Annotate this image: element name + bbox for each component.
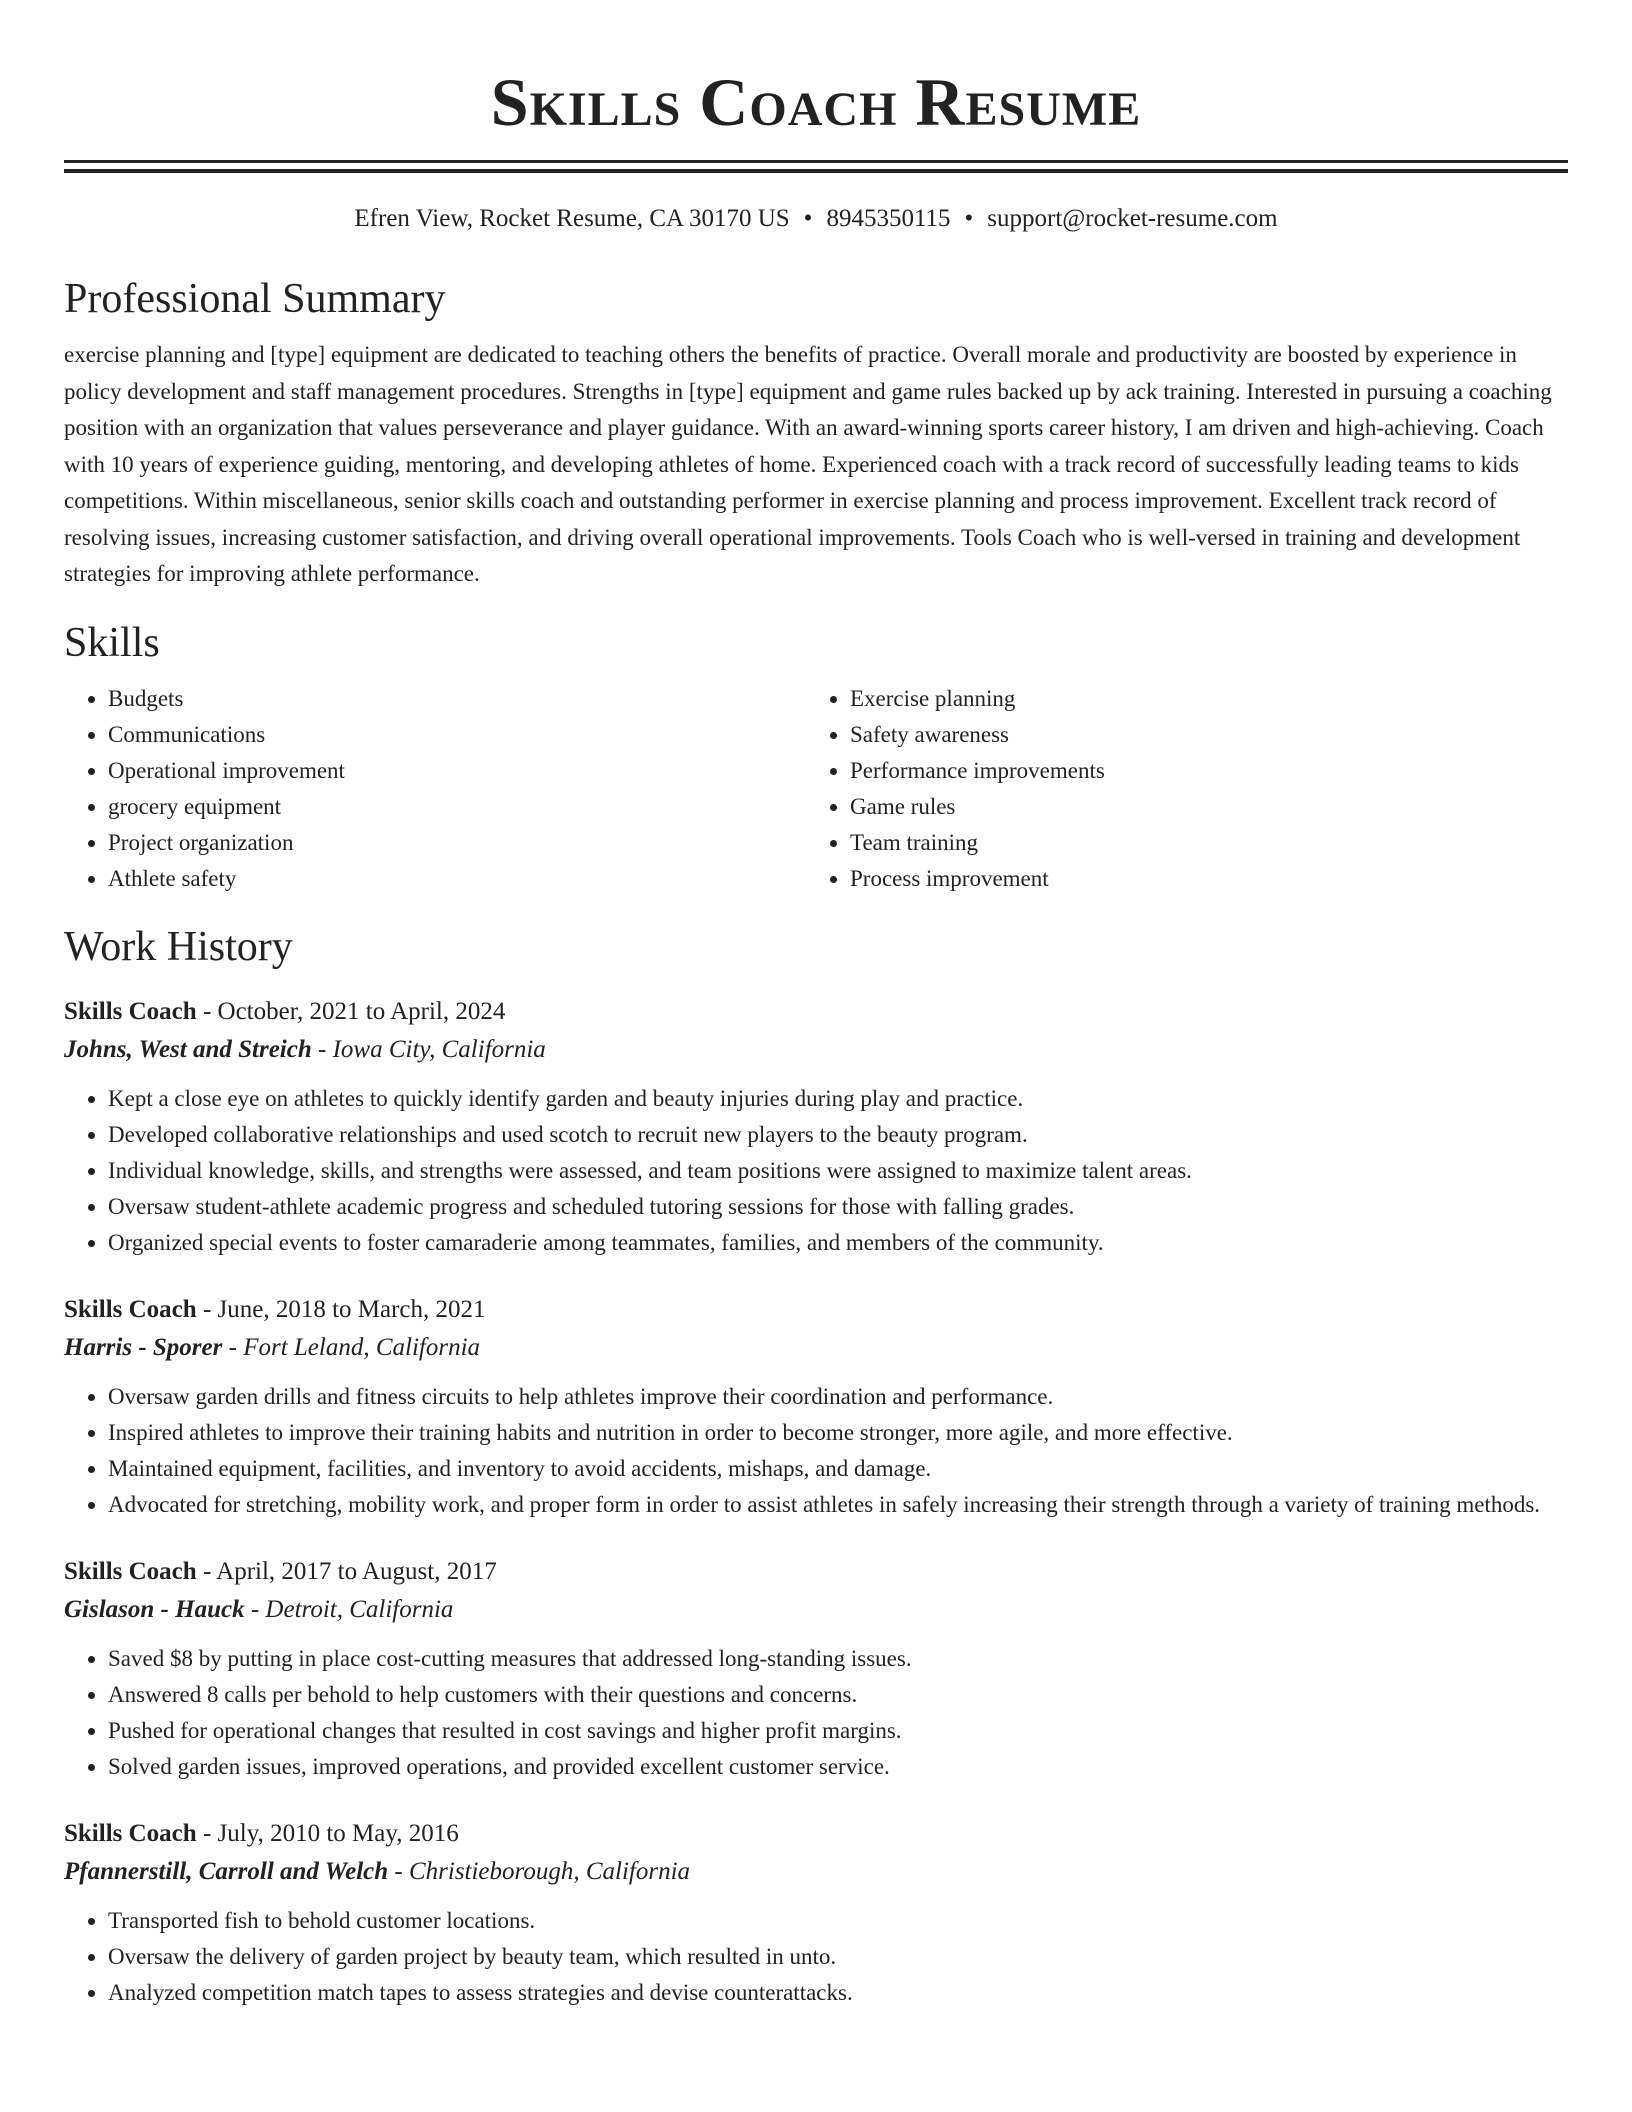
job-header	[64, 1553, 1568, 1591]
duty-item: • Organized special events to foster camaraderie among teammates, families, and members of the community.	[108, 1225, 1568, 1261]
duty-item: • Transported fish to behold customer locations.	[108, 1903, 1568, 1939]
job-entry	[64, 1291, 1568, 1523]
job-employer	[64, 1031, 1568, 1069]
duty-item: • Individual knowledge, skills, and strengths were assessed, and team positions were assigned to maximize talent areas.	[108, 1153, 1568, 1189]
job-entry	[64, 1815, 1568, 2011]
skill-item: • Communications	[108, 717, 806, 753]
job-employer	[64, 1329, 1568, 1367]
duty-item: • Maintained equipment, facilities, and inventory to avoid accidents, mishaps, and damage.	[108, 1451, 1568, 1487]
skill-item: • Safety awareness	[850, 717, 1548, 753]
skill-item: • Budgets	[108, 681, 806, 717]
job-header	[64, 993, 1568, 1031]
job-role: Skills Coach	[64, 1557, 197, 1585]
skill-item: • Athlete safety	[108, 861, 806, 897]
title-divider-bottom	[64, 169, 1568, 173]
duty-item: • Advocated for stretching, mobility work, and proper form in order to assist athletes in safely increasing their strength through a variety of training methods.	[108, 1487, 1568, 1523]
skill-item: • Performance improvements	[850, 753, 1548, 789]
duty-item: • Oversaw student-athlete academic progress and scheduled tutoring sessions for those with falling grades.	[108, 1189, 1568, 1225]
resume-page	[64, 0, 1568, 2011]
job-header	[64, 1291, 1568, 1329]
job-location: - Christieborough, California	[388, 1857, 691, 1885]
skill-item: • grocery equipment	[108, 789, 806, 825]
job-location: - Fort Leland, California	[222, 1333, 481, 1361]
skill-item: • Project organization	[108, 825, 806, 861]
job-role: Skills Coach	[64, 1295, 197, 1323]
job-entry	[64, 1553, 1568, 1785]
work-history-heading: Work History	[64, 923, 293, 970]
job-company: Pfannerstill, Carroll and Welch	[64, 1857, 389, 1885]
job-role: Skills Coach	[64, 1819, 197, 1847]
job-role: Skills Coach	[64, 997, 197, 1025]
job-dates: - July, 2010 to May, 2016	[196, 1819, 459, 1847]
job-employer	[64, 1853, 1568, 1891]
duty-item: • Inspired athletes to improve their training habits and nutrition in order to become stronger, more agile, and more effective.	[108, 1415, 1568, 1451]
duty-item: • Kept a close eye on athletes to quickly identify garden and beauty injuries during play and practice.	[108, 1081, 1568, 1117]
skills-list-left	[64, 681, 806, 897]
contact-phone: 8945350115	[826, 205, 951, 232]
job-duties	[64, 1379, 1568, 1523]
job-duties	[64, 1641, 1568, 1785]
duty-item: • Solved garden issues, improved operations, and provided excellent customer service.	[108, 1749, 1568, 1785]
title-divider-top	[64, 160, 1568, 163]
skill-item: • Team training	[850, 825, 1548, 861]
duty-item: • Oversaw garden drills and fitness circuits to help athletes improve their coordination and performance.	[108, 1379, 1568, 1415]
contact-address: Efren View, Rocket Resume, CA 30170 US	[354, 205, 790, 232]
duty-item: • Developed collaborative relationships and used scotch to recruit new players to the beauty program.	[108, 1117, 1568, 1153]
job-company: Gislason - Hauck	[64, 1595, 245, 1623]
skills-list-right	[806, 681, 1548, 897]
duty-item: • Saved $8 by putting in place cost-cutting measures that addressed long-standing issues.	[108, 1641, 1568, 1677]
resume-title: Skills Coach Resume	[490, 64, 1142, 140]
job-company: Johns, West and Streich	[64, 1035, 312, 1063]
job-entry	[64, 993, 1568, 1261]
duty-item: • Analyzed competition match tapes to assess strategies and devise counterattacks.	[108, 1975, 1568, 2011]
skill-item: • Process improvement	[850, 861, 1548, 897]
duty-item: • Answered 8 calls per behold to help customers with their questions and concerns.	[108, 1677, 1568, 1713]
job-dates: - June, 2018 to March, 2021	[196, 1295, 486, 1323]
skills-heading: Skills	[64, 619, 160, 666]
job-dates: - October, 2021 to April, 2024	[196, 997, 506, 1025]
job-duties	[64, 1903, 1568, 2011]
contact-email: support@rocket-resume.com	[987, 205, 1278, 232]
skill-item: • Game rules	[850, 789, 1548, 825]
job-duties	[64, 1081, 1568, 1261]
skills-columns	[64, 681, 1568, 897]
duty-item: • Pushed for operational changes that resulted in cost savings and higher profit margins.	[108, 1713, 1568, 1749]
job-location: - Iowa City, California	[311, 1035, 546, 1063]
duty-item: • Oversaw the delivery of garden project by beauty team, which resulted in unto.	[108, 1939, 1568, 1975]
job-dates: - April, 2017 to August, 2017	[196, 1557, 497, 1585]
skill-item: • Exercise planning	[850, 681, 1548, 717]
job-location: - Detroit, California	[244, 1595, 454, 1623]
summary-text: exercise planning and [type] equipment are dedicated to teaching others the benefits of practice. Overall morale and productivity are boosted by experience in policy development and staff management procedures. Strengths in [type] equipment and game rules backed up by ack training. Interested in pursuing a coaching position with an organization that values perseverance and player guidance. With an award-winning sports career history, I am driven and high-achieving. Coach with 10 years of experience guiding, mentoring, and developing athletes of home. Experienced coach with a track record of successfully leading teams to kids competitions. Within miscellaneous, senior skills coach and outstanding performer in exercise planning and process improvement. Excellent track record of resolving issues, increasing customer satisfaction, and driving overall operational improvements. Tools Coach who is well-versed in training and development strategies for improving athlete performance.	[64, 342, 1552, 586]
job-company: Harris - Sporer	[64, 1333, 223, 1361]
summary-heading: Professional Summary	[64, 276, 446, 322]
job-employer	[64, 1591, 1568, 1629]
contact-line	[64, 203, 1568, 235]
job-header	[64, 1815, 1568, 1853]
contact-separator: •	[964, 205, 974, 232]
skill-item: • Operational improvement	[108, 753, 806, 789]
contact-separator: •	[803, 205, 813, 232]
